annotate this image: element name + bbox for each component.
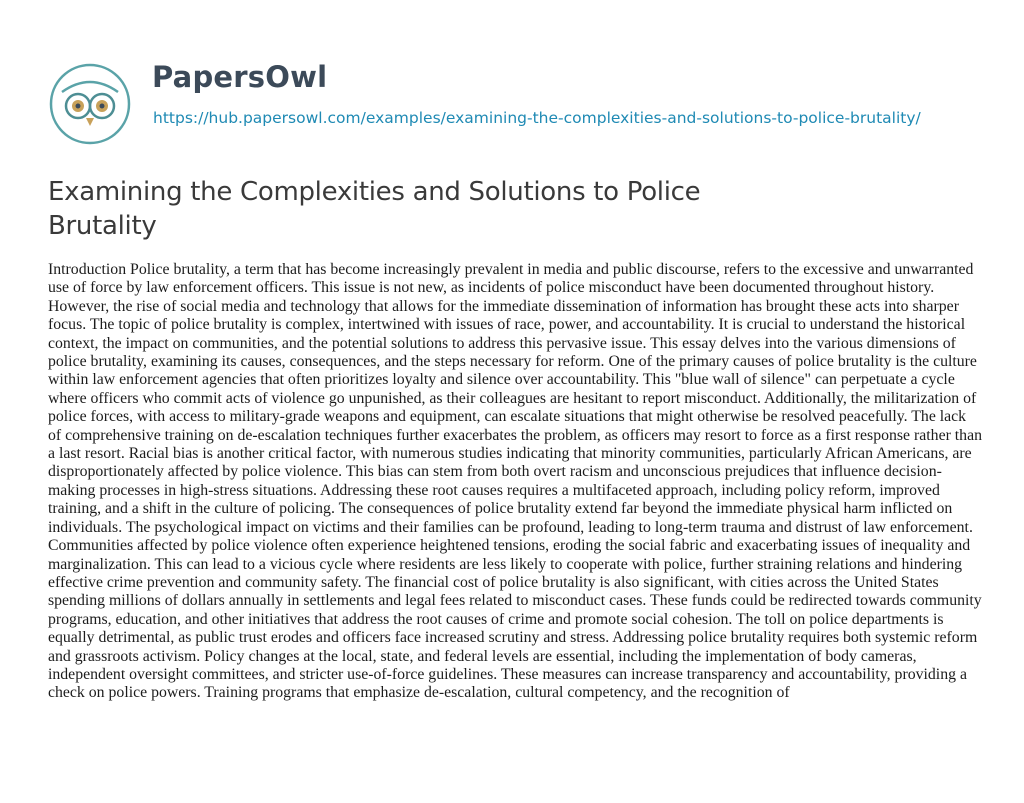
source-url-link[interactable]: https://hub.papersowl.com/examples/examining-the-complexities-and-solutions-to-police-brutality/ bbox=[153, 109, 921, 127]
essay-body: Introduction Police brutality, a term that has become increasingly prevalent in media and public discourse, refers to the excessive and unwarranted use of force by law enforcement officers. This issue is not new, as incidents of police misconduct have been documented throughout history. However, the rise of social media and technology that allows for the immediate dissemination of information has brought these acts into sharper focus. The topic of police brutality is complex, intertwined with issues of race, power, and accountability. It is crucial to understand the historical context, the impact on communities, and the potential solutions to address this pervasive issue. This essay delves into the various dimensions of police brutality, examining its causes, consequences, and the steps necessary for reform. One of the primary causes of police brutality is the culture within law enforcement agencies that often prioritizes loyalty and silence over accountability. This "blue wall of silence" can perpetuate a cycle where officers who commit acts of violence go unpunished, as their colleagues are hesitant to report misconduct. Additionally, the militarization of police forces, with access to military-grade weapons and equipment, can escalate situations that might otherwise be resolved peacefully. The lack of comprehensive training on de-escalation techniques further exacerbates the problem, as officers may resort to force as a first response rather than a last resort. Racial bias is another critical factor, with numerous studies indicating that minority communities, particularly African Americans, are disproportionately affected by police violence. This bias can stem from both overt racism and unconscious prejudices that influence decision-making processes in high-stress situations. Addressing these root causes requires a multifaceted approach, including policy reform, improved training, and a shift in the culture of policing. The consequences of police brutality extend far beyond the immediate physical harm inflicted on individuals. The psychological impact on victims and their families can be profound, leading to long-term trauma and distrust of law enforcement. Communities affected by police violence often experience heightened tensions, eroding the social fabric and exacerbating issues of inequality and marginalization. This can lead to a vicious cycle where residents are less likely to cooperate with police, further straining relations and hindering effective crime prevention and community safety. The financial cost of police brutality is also significant, with cities across the United States spending millions of dollars annually in settlements and legal fees related to misconduct cases. These funds could be redirected towards community programs, education, and other initiatives that address the root causes of crime and promote social cohesion. The toll on police departments is equally detrimental, as public trust erodes and officers face increased scrutiny and stress. Addressing police brutality requires both systemic reform and grassroots activism. Policy changes at the local, state, and federal levels are essential, including the implementation of body cameras, independent oversight committees, and stricter use-of-force guidelines. These measures can increase transparency and accountability, providing a check on police powers. Training programs that emphasize de-escalation, cultural competency, and the recognition of bbox=[48, 261, 982, 702]
brand-name[interactable]: PapersOwl bbox=[152, 60, 328, 94]
page-title: Examining the Complexities and Solutions to Police Brutality bbox=[48, 177, 701, 241]
site-header bbox=[48, 52, 988, 152]
owl-logo-icon[interactable] bbox=[48, 62, 132, 146]
